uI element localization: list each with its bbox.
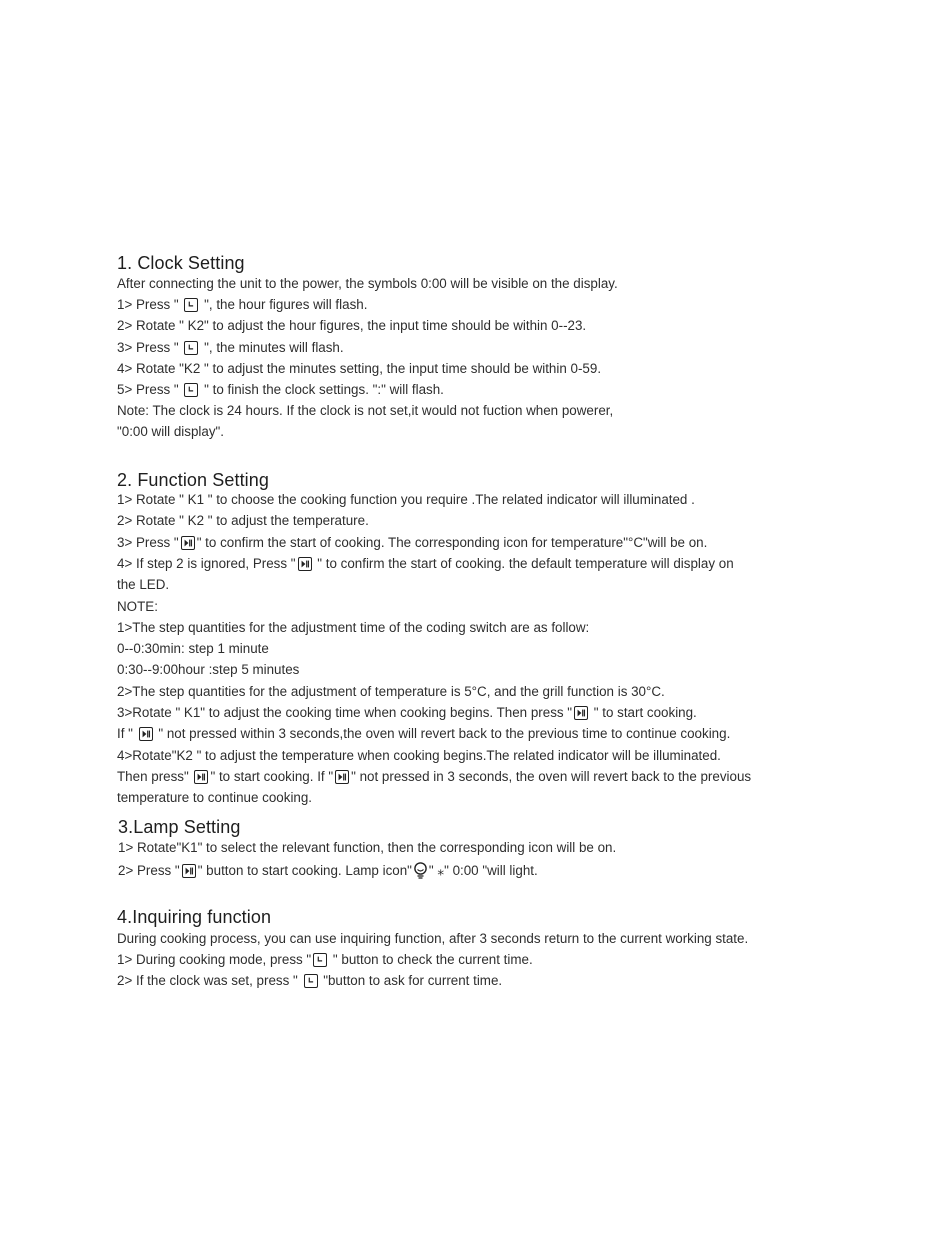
text-line [117,535,707,551]
text-run: During cooking process, you can use inquiring function, after 3 seconds return to the current working state. [117,931,749,946]
start-pause-key-icon [298,557,312,571]
text-run: 1>The step quantities for the adjustment time of the coding switch are as follow: [117,619,590,635]
text-line [117,769,751,785]
text-run: 2> Press " [118,863,180,878]
text-line [117,513,369,529]
text-line [117,973,502,989]
text-line [117,705,697,721]
start-pause-key-icon [194,770,208,784]
text-line [117,931,748,947]
text-run: 3> Press " [117,339,183,355]
text-line [117,748,721,764]
text-run: 1> Rotate"K1" to select the relevant function, then the corresponding icon will be on. [118,840,617,855]
clock-key-icon [304,974,318,988]
text-run: 4>Rotate"K2 " to adjust the temperature when cooking begins.The related indicator will be illuminated. [117,747,721,763]
text-run: 4> Rotate "K2 " to adjust the minutes setting, the input time should be within 0-59. [117,360,602,376]
text-run: "0:00 will display". [117,424,225,440]
clock-key-icon [313,953,327,967]
text-run: " to start cooking. If " [210,768,334,784]
lamp-icon [413,862,428,879]
text-line [117,297,367,313]
section-title-clock-setting: 1. Clock Setting [117,253,245,273]
text-run: " not pressed in 3 seconds, the oven will revert back to the previous [351,768,752,784]
text-line [117,641,269,657]
text-line [117,276,618,292]
text-run: " not pressed within 3 seconds,the oven will revert back to the previous time to continue cooking. [154,726,731,742]
text-line [117,726,730,742]
text-run: " to finish the clock settings. ":" will flash. [200,382,444,397]
text-line [117,620,589,636]
text-run: 2> Rotate " K2" to adjust the hour figures, the input time should be within 0--23. [117,318,587,334]
text-line [117,662,299,678]
text-line [117,684,665,700]
section-title-inquiring-function: 4.Inquiring function [117,907,272,927]
section-title-lamp-setting: 3.Lamp Setting [118,817,241,837]
text-line [118,840,616,856]
text-run: 3> Press " [117,534,179,550]
text-run: " button to check the current time. [329,952,533,967]
text-run: 1> Press " [117,297,183,313]
clock-key-icon [184,383,198,397]
text-run: the LED. [117,577,170,593]
text-run: 0:30--9:00hour :step 5 minutes [117,662,300,678]
text-line [117,952,533,968]
text-line [117,382,444,398]
start-pause-key-icon [139,727,153,741]
text-line [117,361,601,377]
start-pause-key-icon [574,706,588,720]
text-run: Note: The clock is 24 hours. If the clock is not set,it would not fuction when powerer, [117,403,614,419]
text-line [117,790,312,806]
text-run: 1> Rotate " K1 " to choose the cooking function you require .The related indicator will illuminated . [117,492,695,507]
text-run: After connecting the unit to the power, the symbols 0:00 will be visible on the display. [117,276,618,291]
text-run: " to confirm the start of cooking. The corresponding icon for temperature"°C"will be on. [196,534,708,550]
text-run: ", the hour figures will flash. [200,297,368,313]
text-line [117,556,734,572]
section-title-function-setting: 2. Function Setting [117,470,269,490]
text-run: Then press" [117,768,193,784]
text-run: ", the minutes will flash. [200,339,344,355]
text-line [117,599,158,615]
text-run: " to confirm the start of cooking. the default temperature will display on [313,555,734,571]
text-run: 2> If the clock was set, press " [117,973,302,988]
clock-key-icon [184,341,198,355]
text-run: 0--0:30min: step 1 minute [117,641,269,657]
text-run: " button to start cooking. Lamp icon" [197,863,412,878]
text-line [118,862,538,879]
text-line [117,424,224,440]
text-line [117,318,586,334]
text-run: If " [117,726,137,742]
start-pause-key-icon [182,864,196,878]
text-run: NOTE: [117,598,158,614]
text-line [117,577,169,593]
text-line [117,492,695,508]
text-line [117,340,344,356]
text-run: "button to ask for current time. [319,973,503,988]
text-run: 2> Rotate " K2 " to adjust the temperature. [117,513,369,529]
start-pause-key-icon [181,536,195,550]
text-run: temperature to continue cooking. [117,790,313,806]
clock-key-icon [184,298,198,312]
text-run: 2>The step quantities for the adjustment of temperature is 5°C, and the grill function is 30°C. [117,683,665,699]
text-run: 1> During cooking mode, press " [117,952,312,967]
text-run: " ⁎" 0:00 "will light. [428,863,538,878]
text-run: 3>Rotate " K1" to adjust the cooking time when cooking begins. Then press " [117,705,573,720]
text-run: " to start cooking. [590,705,697,720]
text-run: 5> Press " [117,382,183,397]
text-run: 4> If step 2 is ignored, Press " [117,555,296,571]
start-pause-key-icon [335,770,349,784]
text-line [117,403,613,419]
